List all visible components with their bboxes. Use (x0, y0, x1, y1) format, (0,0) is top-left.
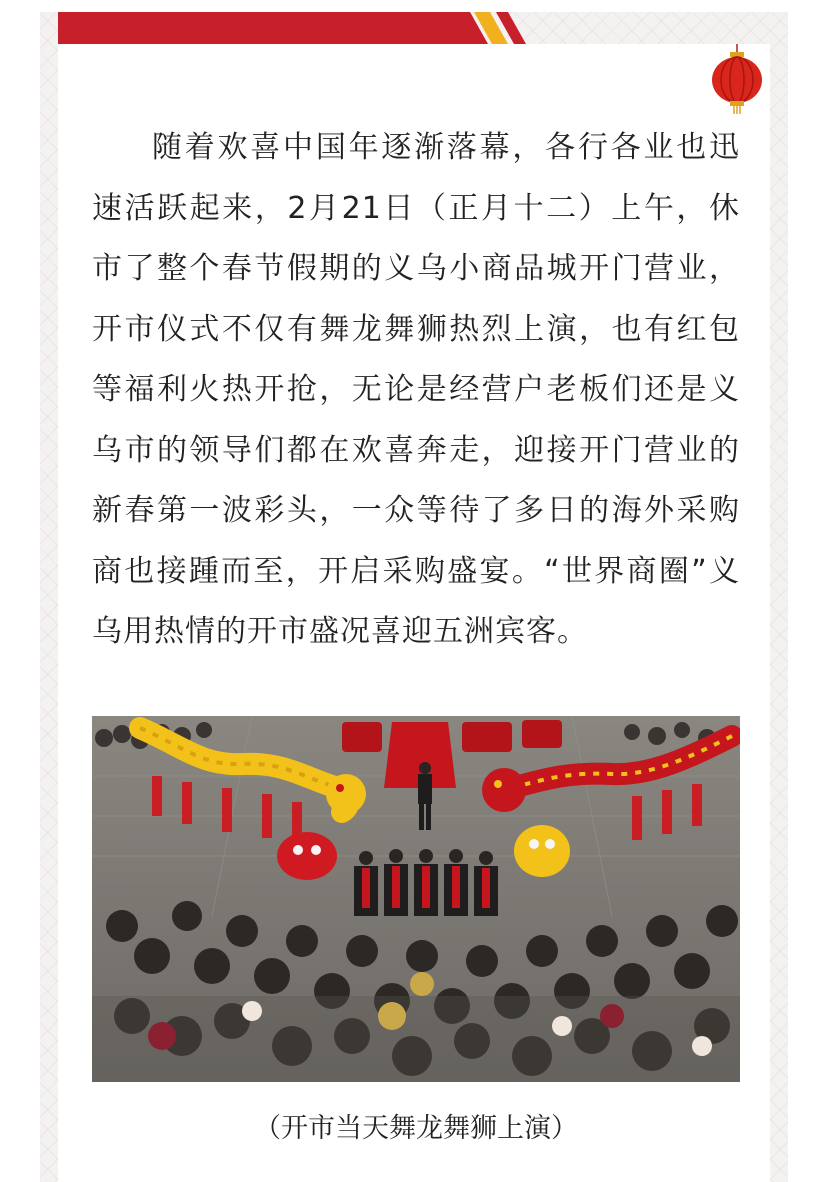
header-banner-stripes (448, 12, 538, 44)
photo-caption: （开市当天舞龙舞狮上演） (254, 1113, 578, 1144)
header-banner (58, 12, 468, 44)
lantern-icon (710, 44, 764, 114)
article-paragraph: 随着欢喜中国年逐渐落幕，各行各业也迅速活跃起来，2月21日（正月十二）上午，休市了整个春节假期的义乌小商品城开门营业，开市仪式不仅有舞龙舞狮热烈上演，也有红包等福利火热开抢，无论是经营户老板们还是义乌市的领导们都在欢喜奔走，迎接开门营业的新春第一波彩头，一众等待了多日的海外采购商也接踵而至，开启采购盛宴。“世界商圈”义乌用热情的开市盛况喜迎五洲宾客。 (92, 130, 740, 649)
event-photo (92, 716, 740, 1082)
